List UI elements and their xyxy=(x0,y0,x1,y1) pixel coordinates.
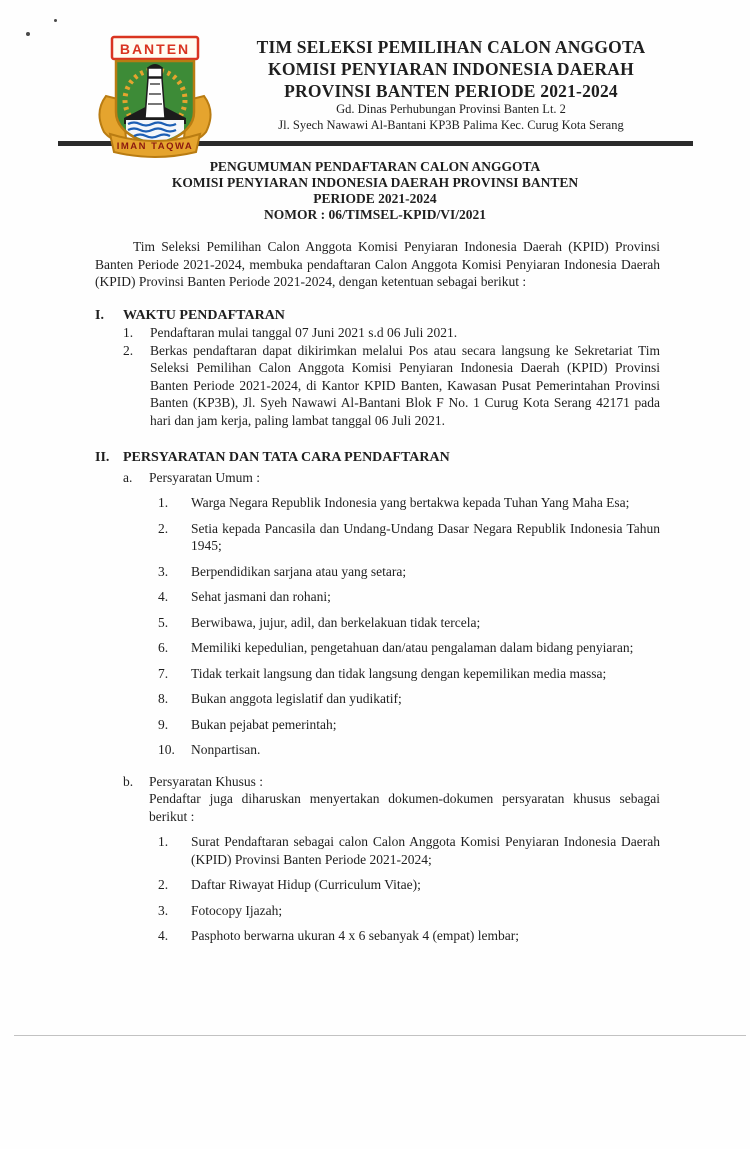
item-text: Warga Negara Republik Indonesia yang bertakwa kepada Tuhan Yang Maha Esa; xyxy=(191,495,630,510)
item-text: Pasphoto berwarna ukuran 4 x 6 sebanyak 4 (empat) lembar; xyxy=(191,928,520,943)
list-item xyxy=(158,716,660,734)
section-heading: PERSYARATAN DAN TATA CARA PENDAFTARAN xyxy=(123,450,450,465)
item-text: Tidak terkait langsung dan tidak langsung dengan kepemilikan media massa; xyxy=(191,665,607,681)
subsection-heading: Persyaratan Umum : xyxy=(149,469,260,485)
org-address-line: Jl. Syech Nawawi Al-Bantani KP3B Palima Kec. Curug Kota Serang xyxy=(278,117,624,132)
list-item xyxy=(158,639,660,657)
list-item xyxy=(123,324,660,342)
item-number: 2. xyxy=(123,342,134,358)
section-waktu-pendaftaran xyxy=(95,307,660,430)
item-number: 10. xyxy=(158,742,175,757)
list-item xyxy=(158,665,660,683)
org-address-line: Gd. Dinas Perhubungan Provinsi Banten Lt. 2 xyxy=(336,102,566,116)
item-number: 6. xyxy=(158,640,169,655)
letterhead-text xyxy=(222,36,680,133)
item-text: Berkas pendaftaran dapat dikirimkan melalui Pos atau secara langsung ke Sekretariat Tim Seleksi Pemilihan Calon Anggota Komisi Penyiaran Indonesia Daerah (KPID) Provinsi Banten Periode 2021-2024, di Kantor KPID Banten, Kawasan Pusat Pemerintahan Provinsi Banten (KP3B), Jl. Syeh Nawawi Al-Bantani Blok F No. 1 Curug Kota Serang 42171 pada hari dan jam kerja, paling lambat tanggal 06 Juli 2021. xyxy=(150,342,660,428)
item-number: 3. xyxy=(158,563,169,579)
item-text: Bukan pejabat pemerintah; xyxy=(191,716,337,732)
item-text: Pendaftaran mulai tanggal 07 Juni 2021 s.d 06 Juli 2021. xyxy=(150,325,458,340)
item-number: 2. xyxy=(158,520,169,536)
item-number: 1. xyxy=(123,325,134,340)
item-number: 7. xyxy=(158,665,169,681)
item-number: 3. xyxy=(158,902,169,918)
subsection-intro: Pendaftar juga diharuskan menyertakan dokumen-dokumen persyaratan khusus sebagai berikut : xyxy=(149,791,660,824)
list-item xyxy=(158,563,660,581)
item-number: 4. xyxy=(158,589,169,604)
org-name-line: PROVINSI BANTEN PERIODE 2021-2024 xyxy=(284,81,618,101)
subsection-persyaratan-umum xyxy=(123,469,660,487)
intro-paragraph: Tim Seleksi Pemilihan Calon Anggota Komisi Penyiaran Indonesia Daerah (KPID) Provinsi Banten Periode 2021-2024, membuka pendaftaran Calon Anggota Komisi Penyiaran Indonesia Daerah (KPID) Provinsi Banten Periode 2021-2024, dengan ketentuan sebagai berikut : xyxy=(95,239,660,289)
item-text: Sehat jasmani dan rohani; xyxy=(191,589,331,604)
title-line: KOMISI PENYIARAN INDONESIA DAERAH PROVINSI BANTEN xyxy=(171,175,579,190)
list-item xyxy=(158,588,660,606)
item-number: 2. xyxy=(158,877,169,892)
item-text: Fotocopy Ijazah; xyxy=(191,902,283,918)
section-number: I. xyxy=(95,307,104,323)
subsection-persyaratan-khusus xyxy=(123,773,660,791)
subsection-letter: a. xyxy=(123,469,133,485)
item-text: Nonpartisan. xyxy=(191,742,261,757)
item-number: 1. xyxy=(158,834,169,849)
list-item xyxy=(158,690,660,708)
item-number: 5. xyxy=(158,614,169,630)
section-number: II. xyxy=(95,450,110,465)
org-name-line: KOMISI PENYIARAN INDONESIA DAERAH xyxy=(268,59,634,79)
list-item xyxy=(158,902,660,920)
item-text: Berpendidikan sarjana atau yang setara; xyxy=(191,563,407,579)
logo-banner-text: BANTEN xyxy=(119,41,191,57)
item-number: 9. xyxy=(158,716,169,732)
list-item xyxy=(158,520,660,555)
list-item xyxy=(158,833,660,868)
list-item xyxy=(158,741,660,759)
item-text: Berwibawa, jujur, adil, dan berkelakuan tidak tercela; xyxy=(191,614,481,630)
document-body xyxy=(95,238,660,945)
item-number: 8. xyxy=(158,691,169,706)
section-persyaratan xyxy=(95,449,660,945)
list-item xyxy=(158,876,660,894)
item-text: Bukan anggota legislatif dan yudikatif; xyxy=(191,691,402,706)
scan-fold-line xyxy=(14,1035,746,1036)
section-heading: WAKTU PENDAFTARAN xyxy=(123,307,285,323)
item-text: Daftar Riwayat Hidup (Curriculum Vitae); xyxy=(191,877,421,892)
title-line: PERIODE 2021-2024 xyxy=(313,191,437,206)
list-item xyxy=(158,927,660,945)
item-number: 4. xyxy=(158,928,169,943)
announcement-title xyxy=(0,159,750,223)
item-text: Memiliki kepedulian, pengetahuan dan/atau pengalaman dalam bidang penyiaran; xyxy=(191,640,634,655)
letterhead xyxy=(0,0,750,152)
banten-provincial-seal-logo xyxy=(92,34,218,160)
title-line: PENGUMUMAN PENDAFTARAN CALON ANGGOTA xyxy=(209,159,541,174)
list-item xyxy=(158,494,660,512)
item-number: 1. xyxy=(158,495,169,510)
logo-motto-text: IMAN TAQWA xyxy=(116,141,194,152)
item-text: Setia kepada Pancasila dan Undang-Undang Dasar Negara Republik Indonesia Tahun 1945; xyxy=(191,520,660,553)
subsection-letter: b. xyxy=(123,773,134,789)
subsection-heading: Persyaratan Khusus : xyxy=(149,773,263,789)
list-item xyxy=(158,614,660,632)
document-number: NOMOR : 06/TIMSEL-KPID/VI/2021 xyxy=(263,207,486,222)
list-item xyxy=(123,342,660,430)
item-text: Surat Pendaftaran sebagai calon Calon Anggota Komisi Penyiaran Indonesia Daerah (KPID) Provinsi Banten Periode 2021-2024; xyxy=(191,834,660,867)
org-name-line: TIM SELEKSI PEMILIHAN CALON ANGGOTA xyxy=(256,37,646,57)
